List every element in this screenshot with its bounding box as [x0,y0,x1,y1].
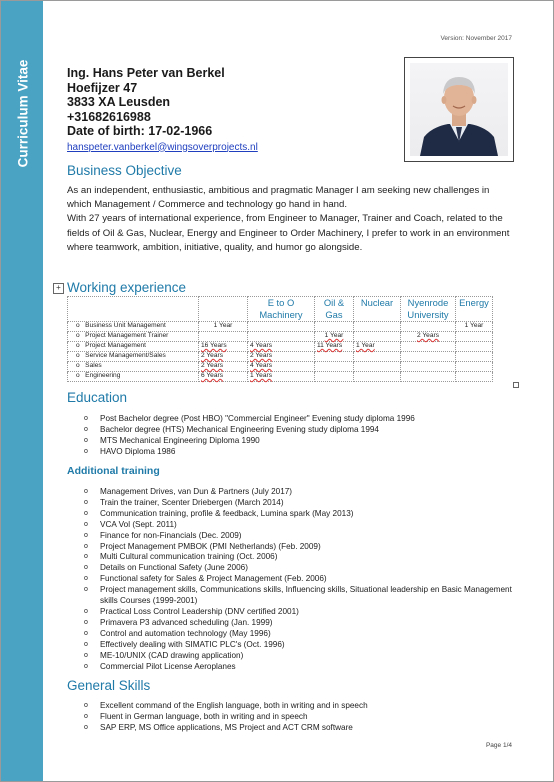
table-cell [354,352,401,362]
table-cell [354,322,401,332]
education-list [84,414,415,458]
table-cell [354,372,401,382]
table-cell: 6 Years [199,372,248,382]
skills-list [84,701,368,734]
training-item-text: Train the trainer, Scenter Driebergen (March 2014) [100,497,284,507]
column-header: E to O Machinery [248,297,315,322]
education-heading: Education [67,390,128,405]
list-item: o SAP ERP, MS Office applications, MS Project and ACT CRM software [84,723,368,734]
role-cell: o Service Management/Sales [68,352,199,362]
list-item: o Project management skills, Communications skills, Influencing skills, Situational leadership en Basic Management skills Courses (1999-2001) [84,585,520,607]
table-cell: 1 Year [315,332,354,342]
contact-header [67,66,258,155]
portrait-image [410,63,508,156]
role-cell: o Sales [68,362,199,372]
list-item: o Functional safety for Sales & Project Management (Feb. 2006) [84,574,520,585]
phone-number: +31682616988 [67,109,151,124]
table-cell: 2 Years [248,352,315,362]
street-address: Hoefijzer 47 [67,80,138,95]
list-item: o Practical Loss Control Leadership (DNV certified 2001) [84,607,520,618]
role-cell: o Project Management Trainer [68,332,199,342]
role-label: Service Management/Sales [85,352,166,359]
training-list [84,487,520,672]
table-row [68,362,493,372]
table-cell: 2 Years [401,332,456,342]
sidebar-title: Curriculum Vitae [15,59,31,168]
table-row [68,352,493,362]
list-item: o Multi Cultural communication training (Oct. 2006) [84,552,520,563]
table-row [68,332,493,342]
role-label: Project Management [85,342,147,349]
table-cell: 2 Years [199,352,248,362]
list-item: o Fluent in German language, both in writing and in speech [84,712,368,723]
table-cell [315,362,354,372]
column-header: Oil & Gas [315,297,354,322]
list-item: o VCA Vol (Sept. 2011) [84,520,520,531]
list-item: o Communication training, profile & feedback, Lumina spark (May 2013) [84,509,520,520]
table-cell [315,352,354,362]
table-cell [315,372,354,382]
full-name: Ing. Hans Peter van Berkel [67,66,225,80]
list-item: o Control and automation technology (May 1996) [84,629,520,640]
city-address: 3833 XA Leusden [67,95,171,109]
table-cell [401,352,456,362]
table-cell [199,332,248,342]
table-row [68,342,493,352]
column-header [199,297,248,322]
table-cell [456,342,493,352]
objective-paragraph-1: As an independent, enthusiastic, ambitious and pragmatic Manager I am seeking new challenges in which Management / Commerce and technology go hand in hand. [67,185,490,211]
table-row [68,372,493,382]
list-item: o Bachelor degree (HTS) Mechanical Engineering Evening study diploma 1994 [84,425,415,436]
list-item: o MTS Mechanical Engineering Diploma 1990 [84,436,415,447]
list-item: o Primavera P3 advanced scheduling (Jan. 1999) [84,618,520,629]
table-header-row [68,297,493,322]
table-cell [315,322,354,332]
table-cell: 11 Years [315,342,354,352]
profile-photo [404,57,514,162]
table-cell [248,332,315,342]
table-cell: 16 Years [199,342,248,352]
role-cell: o Project Management [68,342,199,352]
role-label: Sales [85,362,102,369]
objective-paragraph-2: With 27 years of international experience, from Engineer to Manager, Trainer and Coach, related to the fields of Oil & Gas, Nuclear, Energy and Engineer to Order Machinery, I prefer to work in an environment where teamwork, ambition, initiative, quality, and humor go alongside. [67,213,510,253]
table-cell [401,372,456,382]
list-item: o Excellent command of the English language, both in writing and in speech [84,701,368,712]
table-cell [456,372,493,382]
table-cell: 2 Years [199,362,248,372]
list-item [84,498,520,509]
table-row [68,322,493,332]
role-cell: o Business Unit Management [68,322,199,332]
table-cell [401,322,456,332]
table-cell: 4 Years [248,362,315,372]
email-link[interactable]: hanspeter.vanberkel@wingsoverprojects.nl [67,141,258,153]
table-cell: 1 Year [199,322,248,332]
list-item: o Project Management PMBOK (PMI Netherlands) (Feb. 2009) [84,542,520,553]
training-heading: Additional training [67,465,160,477]
list-item: o Management Drives, van Dun & Partners (July 2017) [84,487,520,498]
table-cell: 1 Year [354,342,401,352]
list-item: o Commercial Pilot License Aeroplanes [84,662,520,673]
table-cell [354,362,401,372]
role-label: Business Unit Management [85,322,166,329]
objective-text [67,184,513,255]
table-resize-handle-icon[interactable] [513,382,519,388]
table-cell [456,362,493,372]
list-item: o Details on Functional Safety (June 2006) [84,563,520,574]
page-number: Page 1/4 [485,742,512,749]
table-cell: 1 Years [248,372,315,382]
list-item: o Effectively dealing with SIMATIC PLC's (Oct. 1996) [84,640,520,651]
experience-table [67,296,493,382]
table-cell: 4 Years [248,342,315,352]
objective-heading: Business Objective [67,163,182,178]
list-item: o Post Bachelor degree (Post HBO) "Commercial Engineer" Evening study diploma 1996 [84,414,415,425]
table-cell [354,332,401,342]
role-cell: o Engineering [68,372,199,382]
list-item: o ME-10/UNIX (CAD drawing application) [84,651,520,662]
role-label: Project Management Trainer [85,332,169,339]
skills-heading: General Skills [67,678,151,693]
table-cell [456,352,493,362]
column-header: Nuclear [354,297,401,322]
table-cell: 1 Year [456,322,493,332]
column-header: Nyenrode University [401,297,456,322]
column-header [68,297,199,322]
version-label: Version: November 2017 [440,35,512,42]
table-cell [401,342,456,352]
list-item: o HAVO Diploma 1986 [84,447,415,458]
date-of-birth: Date of birth: 17-02-1966 [67,124,213,138]
table-cell [248,322,315,332]
table-cell [456,332,493,342]
list-item: o Finance for non-Financials (Dec. 2009) [84,531,520,542]
column-header: Energy [456,297,493,322]
experience-heading: Working experience [67,280,187,295]
table-move-handle-icon[interactable]: + [53,283,64,294]
sidebar [1,1,43,781]
role-label: Engineering [85,372,121,379]
table-cell [401,362,456,372]
